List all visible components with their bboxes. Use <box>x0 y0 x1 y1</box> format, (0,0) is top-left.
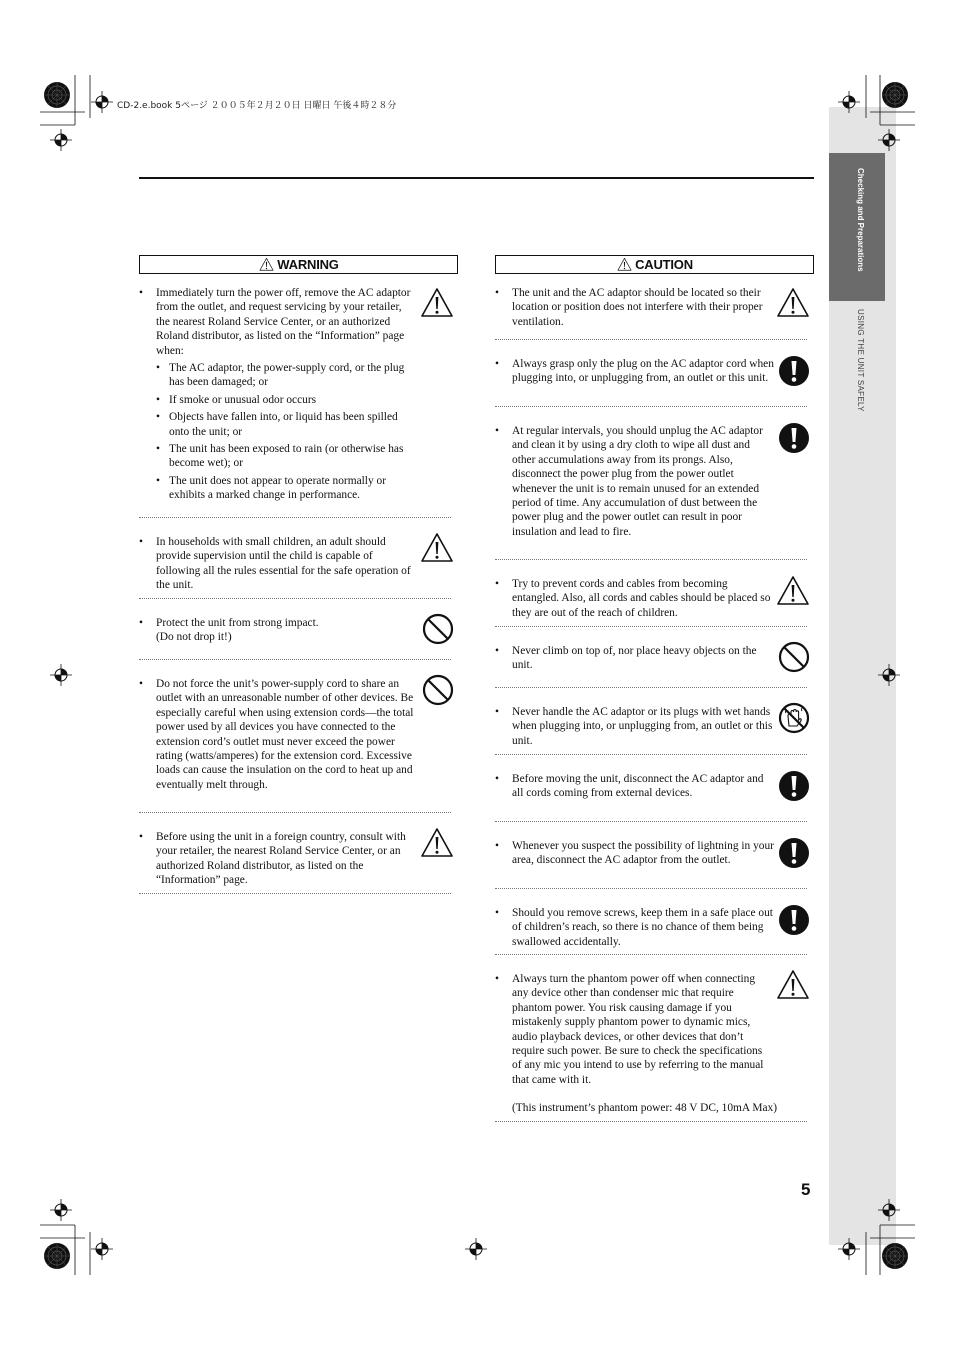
warning-item-subtext: (Do not drop it!) <box>156 631 232 644</box>
warning-item-text: Before using the unit in a foreign country, consult with your retailer, the nearest Roland Service Center, or an authorized Roland distributor, as listed on the “Information” page. <box>156 831 406 887</box>
page-number: 5 <box>801 1180 811 1199</box>
caution-item-text: Whenever you suspect the possibility of lightning in your area, disconnect the AC adaptor from the outlet. <box>512 840 774 867</box>
warning-item-text: Do not force the unit’s power-supply cord to share an outlet with an unreasonable number of other devices. Be especially careful when using extension cords—the total power used by all devices you have connected to the extension cord’s outlet must never exceed the power rating (watts/amperes) for the extension cord. Excessive loads can cause the insulation on the cord to heat up and eventually melt through. <box>156 678 414 791</box>
warning-item: • Protect the unit from strong impact. (Do not drop it!) <box>139 599 451 660</box>
mandatory-action-icon <box>777 903 811 937</box>
caution-item-text: At regular intervals, you should unplug the AC adaptor and clean it by using a dry cloth to wipe all dust and other accumulations away from its prongs. Also, disconnect the power plug from the power outlet whenever the unit is to remain unused for an extended period of time. Any accumulation of dust between the power plug and the power outlet can result in poor insulation and lead to fire. <box>512 425 763 538</box>
caution-item-text: Never climb on top of, nor place heavy objects on the unit. <box>512 645 757 672</box>
prohibited-icon <box>421 612 455 646</box>
warning-heading: WARNING <box>277 257 339 272</box>
warning-triangle-icon <box>258 257 275 272</box>
caution-item-text: Always turn the phantom power off when connecting any device other than condenser mic that require phantom power. You risk causing damage if you mistakenly supply phantom power to dynamic mics, audio playback devices, or other devices that don’t require such power. Be sure to check the specifications of any mic you intend to use by referring to the manual that came with it. <box>512 973 764 1086</box>
caution-item: • Before moving the unit, disconnect the AC adaptor and all cords coming from external devices. <box>495 755 807 822</box>
caution-item-text: Should you remove screws, keep them in a safe place out of children’s reach, so there is no chance of them being swallowed accidentally. <box>512 907 773 948</box>
warning-heading-box <box>139 255 458 274</box>
top-rule <box>139 177 814 179</box>
caution-item: • Should you remove screws, keep them in a safe place out of children’s reach, so there is no chance of them being swallowed accidentally. <box>495 889 807 955</box>
caution-item: • Always turn the phantom power off when connecting any device other than condenser mic that require phantom power. You risk causing damage if you mistakenly supply phantom power to dynamic mics, audio playback devices, or other devices that don’t require such power. Be sure to check the specifications of any mic you intend to use by referring to the manual that came with it. (This instrument’s phantom power: 48 V DC, 10mA Max) <box>495 955 807 1122</box>
mandatory-action-icon <box>777 421 811 455</box>
warning-item: • In households with small children, an adult should provide supervision until the child is capable of following all the rules essential for the safe operation of the unit. <box>139 518 451 599</box>
warning-item-text: Protect the unit from strong impact. <box>156 617 319 629</box>
caution-heading-triangle-icon <box>616 257 633 272</box>
warning-condition: • The AC adaptor, the power-supply cord, or the plug has been damaged; or <box>156 361 418 390</box>
caution-item-text: Never handle the AC adaptor or its plugs with wet hands when plugging into, or unplugging from, an outlet or this unit. <box>512 706 773 747</box>
caution-item: • At regular intervals, you should unplug the AC adaptor and clean it by using a dry cloth to wipe all dust and other accumulations away from its prongs. Also, disconnect the power plug from the power outlet whenever the unit is to remain unused for an extended period of time. Any accumulation of dust between the power plug and the power outlet can result in poor insulation and lead to fire. <box>495 407 807 560</box>
caution-item: • Try to prevent cords and cables from becoming entangled. Also, all cords and cables should be placed so they are out of the reach of children. <box>495 560 807 627</box>
warning-condition: • The unit does not appear to operate normally or exhibits a marked change in performance. <box>156 474 418 503</box>
caution-item-text: Try to prevent cords and cables from becoming entangled. Also, all cords and cables should be placed so they are out of the reach of children. <box>512 578 771 619</box>
caution-item: • Whenever you suspect the possibility of lightning in your area, disconnect the AC adaptor from the outlet. <box>495 822 807 889</box>
caution-item-text: The unit and the AC adaptor should be located so their location or position does not interfere with their proper ventilation. <box>512 287 763 328</box>
mandatory-action-icon <box>777 354 811 388</box>
caution-item: • Never climb on top of, nor place heavy objects on the unit. <box>495 627 807 688</box>
caution-item-text: Before moving the unit, disconnect the AC adaptor and all cords coming from external devices. <box>512 773 764 800</box>
caution-triangle-icon <box>776 968 810 1002</box>
warning-item-text: Immediately turn the power off, remove the AC adaptor from the outlet, and request servicing by your retailer, the nearest Roland Service Center, or an authorized Roland distributor, as listed on the “Information” page when: <box>156 287 411 357</box>
warning-condition: • The unit has been exposed to rain (or otherwise has become wet); or <box>156 442 418 471</box>
caution-list <box>495 286 807 1122</box>
warning-condition-list <box>156 361 418 503</box>
caution-item: • Never handle the AC adaptor or its plugs with wet hands when plugging into, or unplugging from, an outlet or this unit. <box>495 688 807 755</box>
warning-item: • Do not force the unit’s power-supply cord to share an outlet with an unreasonable number of other devices. Be especially careful when using extension cords—the total power used by all devices you have connected to the extension cord’s outlet must never exceed the power rating (watts/amperes) for the extension cord. Excessive loads can cause the insulation on the cord to heat up and eventually melt through. <box>139 660 451 813</box>
warning-item: • Before using the unit in a foreign country, consult with your retailer, the nearest Roland Service Center, or an authorized Roland distributor, as listed on the “Information” page. <box>139 813 451 894</box>
mandatory-action-icon <box>777 836 811 870</box>
caution-triangle-icon <box>420 531 454 565</box>
prohibited-icon <box>777 640 811 674</box>
mandatory-action-icon <box>777 769 811 803</box>
caution-heading-box <box>495 255 814 274</box>
section-tab-label: Checking and Preparations <box>856 168 865 272</box>
no-wet-hands-icon <box>777 701 811 735</box>
subsection-tab-label: USING THE UNIT SAFELY <box>856 309 865 412</box>
caution-heading: CAUTION <box>635 257 693 272</box>
warning-item-text: In households with small children, an adult should provide supervision until the child is capable of following all the rules essential for the safe operation of the unit. <box>156 536 411 592</box>
caution-triangle-icon <box>420 826 454 860</box>
print-header: CD-2.e.book 5ページ ２００５年２月２０日 日曜日 午後４時２８分 <box>117 101 397 111</box>
caution-item-text: Always grasp only the plug on the AC adaptor cord when plugging into, or unplugging from, an outlet or this unit. <box>512 358 774 385</box>
warning-item: • Immediately turn the power off, remove the AC adaptor from the outlet, and request servicing by your retailer, the nearest Roland Service Center, or an authorized Roland distributor, as listed on the “Information” page when: • The AC adaptor, the power-supply cord, or the plug has been damaged; or • If smoke or unusual odor occurs • Objects have fallen into, or liquid has been spilled onto the unit; or • The unit has been exposed to rain (or otherwise has become wet); or • The unit does not appear to operate normally or exhibits a marked change in performance. <box>139 286 451 518</box>
caution-triangle-icon <box>776 286 810 320</box>
caution-item: • The unit and the AC adaptor should be located so their location or position does not interfere with their proper ventilation. <box>495 286 807 340</box>
phantom-power-note: (This instrument’s phantom power: 48 V DC, 10mA Max) <box>512 1102 778 1115</box>
warning-condition: • If smoke or unusual odor occurs <box>156 393 418 407</box>
caution-triangle-icon <box>420 286 454 320</box>
prohibited-icon <box>421 673 455 707</box>
warning-condition: • Objects have fallen into, or liquid has been spilled onto the unit; or <box>156 410 418 439</box>
warning-list <box>139 286 451 894</box>
caution-triangle-icon <box>776 574 810 608</box>
caution-item: • Always grasp only the plug on the AC adaptor cord when plugging into, or unplugging from, an outlet or this unit. <box>495 340 807 407</box>
